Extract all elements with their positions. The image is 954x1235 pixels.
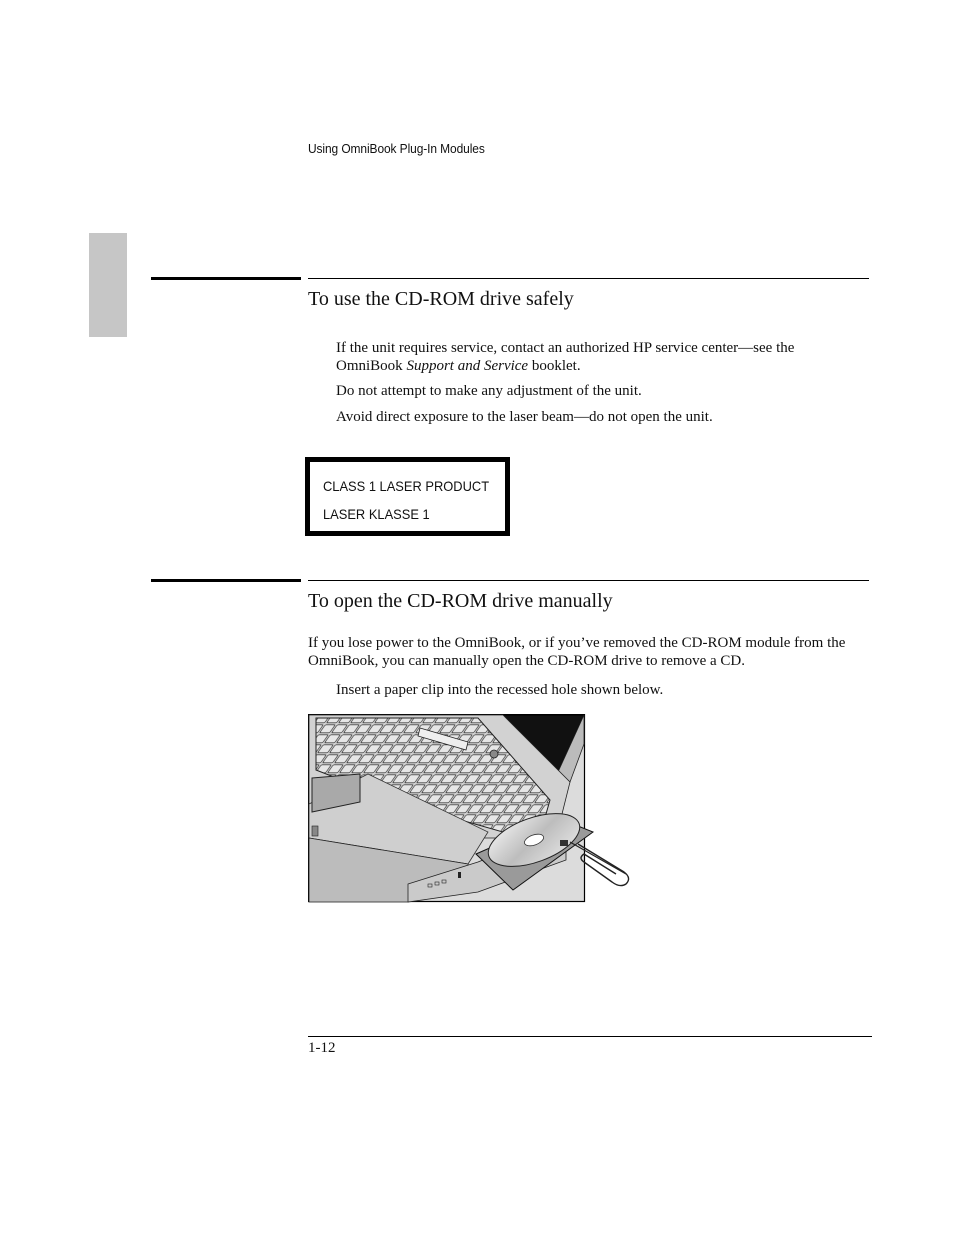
section-rule-thick [151,277,301,280]
open-manually-intro: If you lose power to the OmniBook, or if you’ve removed the CD-ROM module from the OmniBook, you can manually open the CD-ROM drive to remove a CD. [308,635,846,669]
page-number: 1-12 [308,1040,336,1056]
section-title-cdrom-safely: To use the CD-ROM drive safely [308,288,574,310]
laptop-cd-eject-illustration [308,714,648,906]
safety-item-adjustment: Do not attempt to make any adjustment of the unit. [336,383,642,399]
running-header: Using OmniBook Plug-In Modules [308,141,485,156]
section-rule-thick [151,579,301,582]
laser-label-line1: CLASS 1 LASER PRODUCT [323,478,490,494]
laser-warning-label [305,457,510,536]
section-rule-thin [308,278,869,279]
laser-label-line2: LASER KLASSE 1 [323,506,430,522]
safety-item-laser: Avoid direct exposure to the laser beam—do not open the unit. [336,409,713,425]
booklet-title: Support and Service [406,358,529,374]
section-title-open-manually: To open the CD-ROM drive manually [308,590,613,612]
footer-rule [308,1036,872,1037]
chapter-tab-marker [89,233,127,337]
section-rule-thin [308,580,869,581]
open-manually-step: Insert a paper clip into the recessed hole shown below. [336,682,664,698]
safety-item-service: If the unit requires service, contact an authorized HP service center—see the OmniBook Support and Service booklet. [336,340,795,374]
